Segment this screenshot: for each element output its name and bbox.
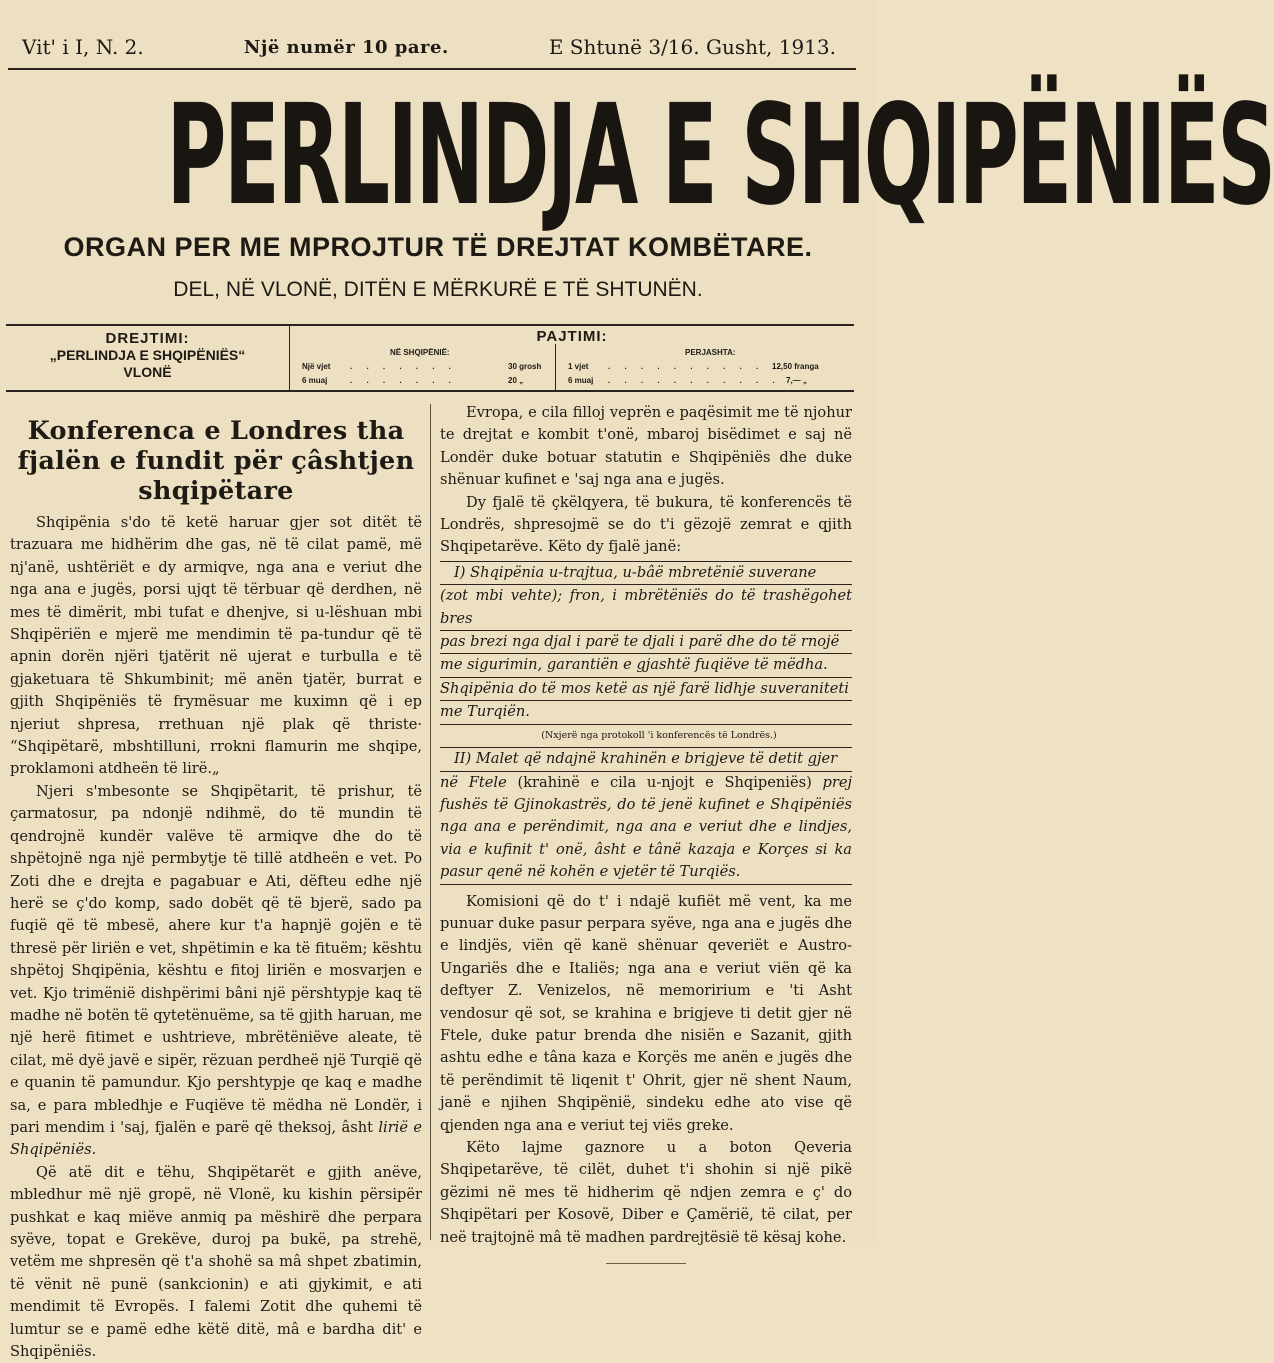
- issue-price: Një numër 10 pare.: [243, 36, 449, 58]
- quote-line: me sigurimin, garantiën e gjashtë fuqiëve të mëdha.: [440, 654, 852, 677]
- article-paragraph: [10, 781, 422, 1162]
- quote-text: në Ftele: [440, 773, 507, 791]
- article-paragraph: Këto lajme gaznore u a boton Qeveria Shqipetarëve, të cilët, duhet t'i shohin si një pikë gëzimi në mes të hidherim që ndjen zemra e ç' do Shqipëtari per Kosovë, Diber e Çamërië, të cilat, per neë trajtojnë mâ të madhen pardrejtësië të kësaj kohe.: [440, 1139, 852, 1246]
- info-box: [6, 324, 854, 392]
- dots: . . . . . . . . . . .: [608, 362, 781, 371]
- article-emphasis: lirië e Shqipëniës.: [10, 1118, 422, 1159]
- subscription-divider: [555, 344, 556, 390]
- article-headline: Konferenca e Londres tha fjalën e fundit për çâshtjen shqipëtare: [17, 416, 415, 506]
- article-text: Njeri s'mbesonte se Shqipëtarit, të prishur, të çarmatosur, pa ndonjë ndihmë, do të mundin të qendrojnë kundër valëve të armiqve dhe do të shpëtojnë nga një permbytje të tillë atdheën e vet. Po Zoti dhe e drejta e pagabuar e Ati, dëfteu edhe një herë se ç'do komp, sado dobët që të bjerë, sado pa fuqië që të mbesë, ahere kur t'a hapnjë gojën e të thresë për liriën e vet, shpëtimin e ka të fituëm; kështu shpëtoj Shqipënia, kështu e fitoj liriën e mosvarjen e vet. Kjo trimënië dishpërimi bâni një përshtypje kaq të madhe në botën të qytetënuëme, sa të gjith haruan, me një herë fitimet e ushtrieve, mbrëtëniëve aleate, të cilat, më dyë javë e sipër, rëzuan perdheë një Turqië që e quanin të pamundur. Kjo pershtypje qe kaq e madhe sa, e para mbledhje e Fuqiëve të mëdha në Londër, i pari mendim i 'saj, fjalën e parë që theksoj, âsht: [10, 782, 422, 1136]
- article-paragraph: Evropa, e cila filloj veprën e paqësimit me të njohur te drejtat e kombit t'onë, mbaroj bisëdimet e saj në Londër duke botuar statutin e Shqipëniës dhe duke shënuar kufinet e 'saj nga ana e jugës.: [440, 404, 852, 489]
- abroad-half-label: 6 muaj: [568, 376, 594, 385]
- protocol-note: (Nxjerë nga protokoll 'i konferencës të Londrës.): [541, 729, 777, 741]
- subscription-block: [290, 326, 854, 390]
- article-paragraph: Komisioni që do t' i ndajë kufiët më vent, ka me punuar duke pasur perpara syëve, nga ana e jugës dhe e lindjës, viën që kanë shënuar qeveriët e Austro-Ungariës dhe e Italiës; nga ana e veriut viën që ka deftyer Z. Venizelos, në memoririum e 'ti Asht vendosur që sot, se krahina e brigjeve ti detit gjer në Ftele, duke patur brenda dhe nisiën e Sazanit, gjith ashtu edhe e tâna kaza e Korçës me anën e jugës dhe të perëndimit të liqenit t' Ohrit, gjer në shent Naum, janë e njihen Shqipënië, sindeku edhe ato vise që qjenden nga ana e veriut tej viës greke.: [440, 892, 852, 1134]
- article-paragraph: Dy fjalë të çkëlqyera, të bukura, të konferencës të Londrës, shpresojmë se do t'i gëzojë zemrat e qjith Shqipetarëve. Këto dy fjalë janë:: [440, 493, 852, 556]
- dots: . . . . . . .: [350, 376, 457, 385]
- abroad-year-price: 12,50 franga: [772, 362, 819, 371]
- directorate-city: VLONË: [123, 364, 172, 380]
- quote-text: prej fushës të Gjinokastrës, do të jenë kufinet e Shqipëniës nga ana e perëndimit, nga ana e veriut dhe e lindjes, via e kufinit t' onë, âsht e tânë kazaja e Korçes si ka pasur qenë në kohën e vjetër të Turqiës.: [440, 773, 853, 881]
- issue-line: [22, 30, 836, 64]
- quote-line: Shqipënia do të mos ketë as një farë lidhje suveraniteti: [440, 678, 852, 701]
- abroad-year-label: 1 vjet: [568, 362, 589, 371]
- albania-half-price: 20 „: [508, 376, 524, 385]
- masthead-title: PERLINDJA E SHQIPËNIËS: [166, 74, 1274, 237]
- albania-half-label: 6 muaj: [302, 376, 328, 385]
- article-right-column: [440, 402, 852, 1264]
- dots: . . . . . . .: [350, 362, 457, 371]
- quote-line: pas brezi nga djal i parë te djali i parë dhe do të rnojë: [440, 631, 852, 654]
- publication-schedule: DEL, NË VLONË, DITËN E MËRKURË E TË SHTUNËN.: [173, 278, 703, 301]
- quote-block: [440, 772, 852, 885]
- abroad-half-price: 7,— „: [786, 376, 807, 385]
- quote-line: (zot mbi vehte); fron, i mbrëtëniës do të trashëgohet bres: [440, 585, 852, 631]
- article-paragraph: Shqipënia s'do të ketë haruar gjer sot ditët të trazuara me hidhërim dhe gas, në të cilat pamë, më nj'anë, ushtëriët e dy armiqve, nga ana e veriut dhe nga ana e jugës, porsi ujqt të tërbuar që derdhen, në mes të dimërit, mbi tufat e dhenjve, si u-lëshuan mbi Shqipëriën e mjerë me mendimin të pa-tundur që të apnin dorën njëri tjatërit në ujerat e turbulla e të gjaketuara të Shkumbinit; më anën tjatër, burrat e gjith Shqipëniës të frymësuar me kuximn që i ep njeriut shpresa, rrethuan një plak që thriste· “Shqipëtarë, mbshtilluni, rrokni flamurin me shqipe, proklamoni atdheën të lirë.„: [10, 514, 422, 778]
- quote-line: II) Malet që ndajnë krahinën e brigjeve të detit gjer: [440, 748, 852, 771]
- dots: . . . . . . . . . . .: [608, 376, 781, 385]
- albania-year-label: Një vjet: [302, 362, 331, 371]
- subscription-heading: PAJTIMI:: [536, 328, 608, 345]
- quote-line: I) Shqipënia u-trajtua, u-bâë mbretënië suverane: [440, 562, 852, 585]
- masthead-subtitle: ORGAN PER ME MPROJTUR TË DREJTAT KOMBËTARE.: [63, 232, 813, 262]
- directorate-name: „PERLINDJA E SHQIPËNIËS“: [49, 347, 246, 363]
- abroad-heading: PERJASHTA:: [685, 348, 736, 357]
- end-rule: [606, 1263, 686, 1264]
- quote-parenthetical: (krahinë e cila u-njojt e Shqipeniës): [517, 773, 812, 791]
- article-left-column: [10, 402, 422, 1363]
- top-rule: [8, 68, 856, 70]
- directorate-heading: DREJTIMI:: [105, 330, 190, 347]
- albania-year-price: 30 grosh: [508, 362, 542, 371]
- issue-date: E Shtunë 3/16. Gusht, 1913.: [548, 35, 836, 59]
- column-divider: [430, 404, 431, 1240]
- quote-line: me Turqiën.: [440, 701, 852, 724]
- directorate-block: [6, 326, 290, 390]
- albania-heading: NË SHQIPËNIË:: [390, 348, 450, 357]
- article-paragraph: Që atë dit e tëhu, Shqipëtarët e gjith anëve, mbledhur më një gropë, në Vlonë, ku kishin përsipër pushkat e kaq miëve anmiq pa mëshirë dhe perpara syëve, topat e Grekëve, duroj pa bukë, pa strehë, vetëm me shpresën që t'a shohë sa mâ shpet zbatimin, të vënit në punë (sankcionin) e ati gjykimit, e ati mendimit të Evropës. I falemi Zotit dhe quhemi të lumtur se e pamë edhe këtë ditë, mâ e bardha dit' e Shqipëniës.: [10, 1163, 422, 1361]
- issue-volume: Vit' i I, N. 2.: [22, 35, 144, 59]
